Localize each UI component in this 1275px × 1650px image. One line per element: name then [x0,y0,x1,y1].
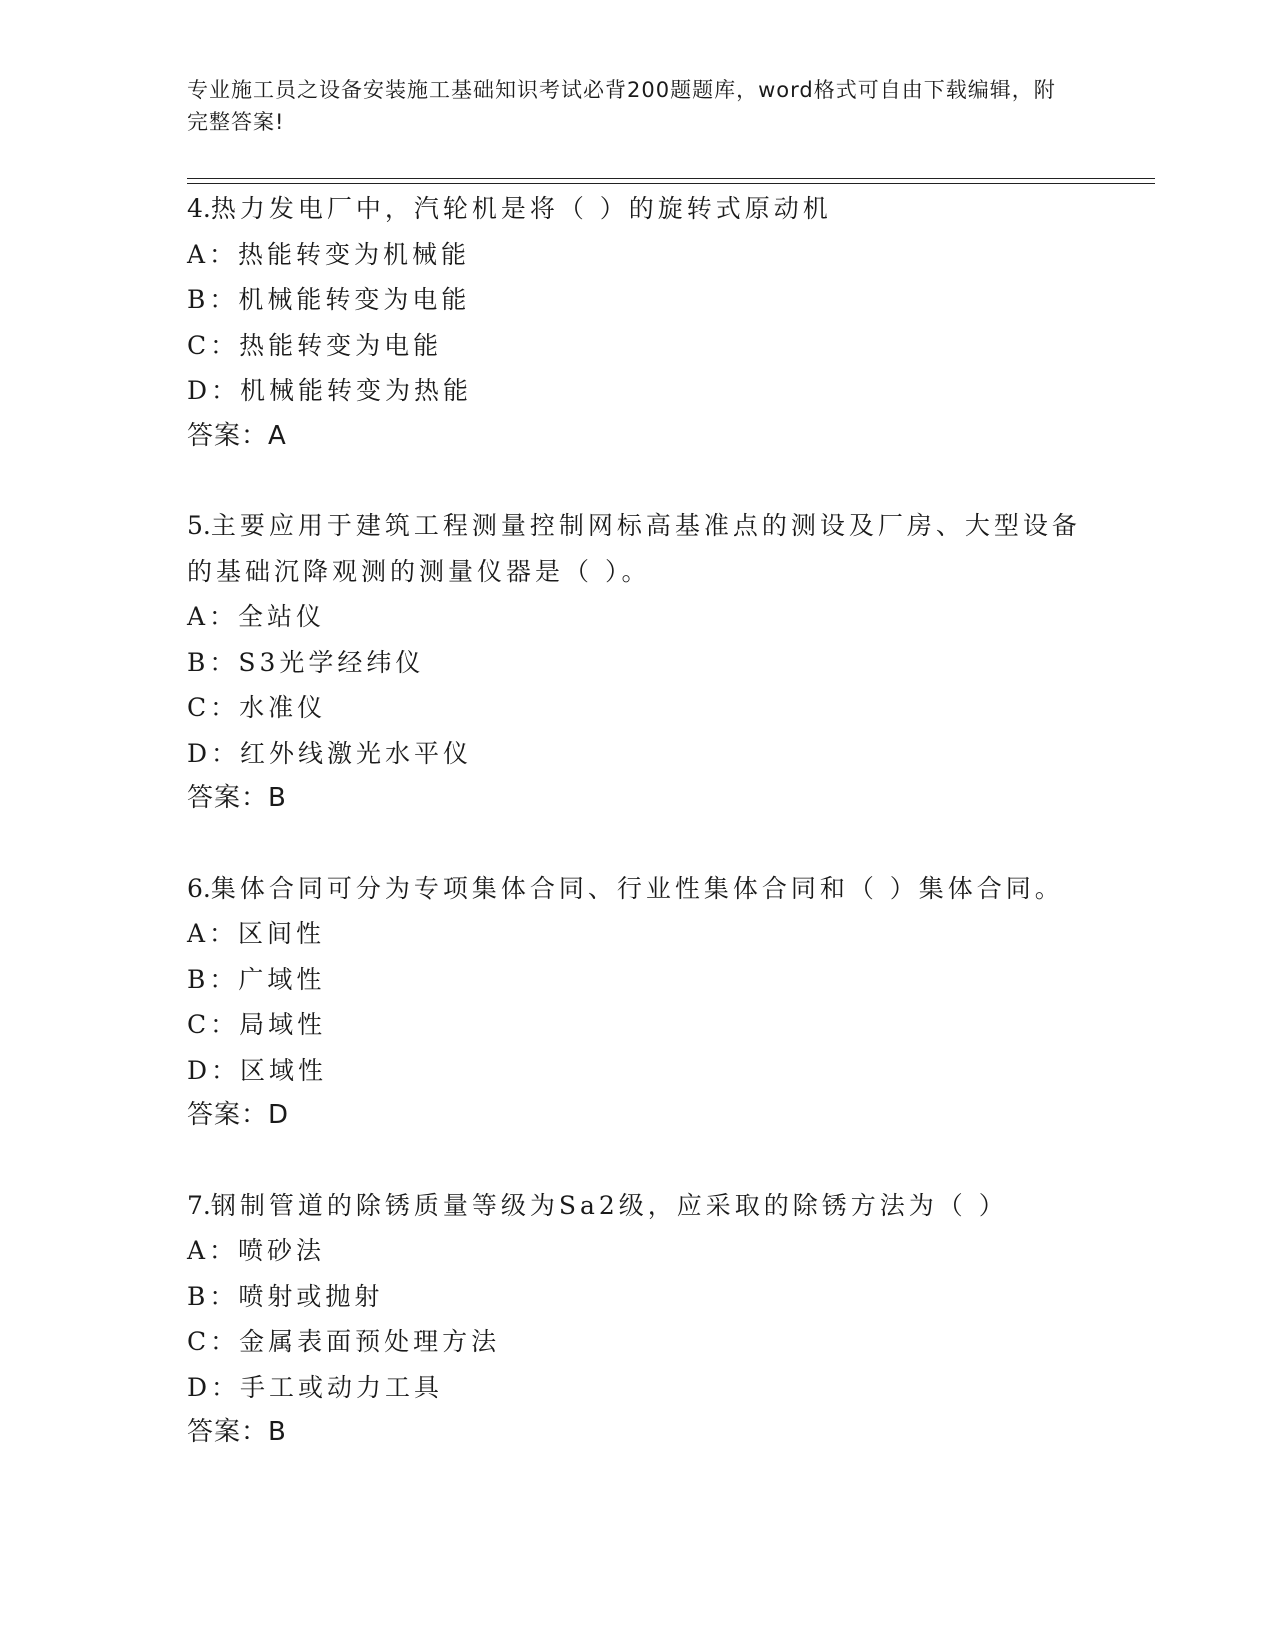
question-text [187,186,1155,232]
question-stem: 热力发电厂中，汽轮机是将（ ）的旋转式原动机 [210,194,832,223]
option-d: D：机械能转变为热能 [187,376,473,405]
question-text [187,866,1155,912]
question-stem: 钢制管道的除锈质量等级为Sa2级，应采取的除锈方法为（ ） [210,1190,1008,1220]
option-d: D：红外线激光水平仪 [187,738,473,768]
question-number: 7. [187,1190,211,1220]
question-stem: 集体合同可分为专项集体合同、行业性集体合同和（ ）集体合同。 [210,873,1064,903]
answer-line: 答案：D [187,1100,290,1130]
option-c: C：金属表面预处理方法 [187,1327,501,1356]
document-header [187,74,1067,138]
question-7 [187,1183,1155,1456]
question-text [187,1183,1155,1229]
answer-line: 答案：A [187,420,287,451]
answer-line: 答案：B [187,1417,287,1447]
option-a: A：热能转变为机械能 [187,239,471,269]
option-c: C：热能转变为电能 [187,330,443,360]
question-number: 6. [187,873,211,903]
question-number: 5. [187,511,211,540]
question-text [187,503,1087,594]
question-6 [187,866,1155,1139]
question-stem: 主要应用于建筑工程测量控制网标高基准点的测设及厂房、大型设备的基础沉降观测的测量仪器是（ ）。 [187,511,1081,586]
question-4 [187,186,1155,459]
header-divider-bottom [187,183,1155,184]
question-list [187,186,1155,1456]
header-title: 专业施工员之设备安装施工基础知识考试必背200题题库，word格式可自由下载编辑，附完整答案! [187,78,1056,134]
option-b: B：S3光学经纬仪 [187,647,425,677]
option-d: D：区域性 [187,1055,328,1085]
option-a: A：全站仪 [187,602,326,631]
option-a: A：区间性 [187,919,326,948]
option-b: B：喷射或抛射 [187,1281,384,1311]
option-c: C：水准仪 [187,693,327,722]
option-a: A：喷砂法 [187,1236,326,1265]
header-divider-top [187,178,1155,179]
option-b: B：机械能转变为电能 [187,285,471,314]
answer-line: 答案：B [187,783,287,813]
question-number: 4. [187,194,211,223]
option-d: D：手工或动力工具 [187,1372,444,1402]
question-5 [187,503,1155,822]
option-c: C：局域性 [187,1010,327,1039]
option-b: B：广域性 [187,964,326,994]
